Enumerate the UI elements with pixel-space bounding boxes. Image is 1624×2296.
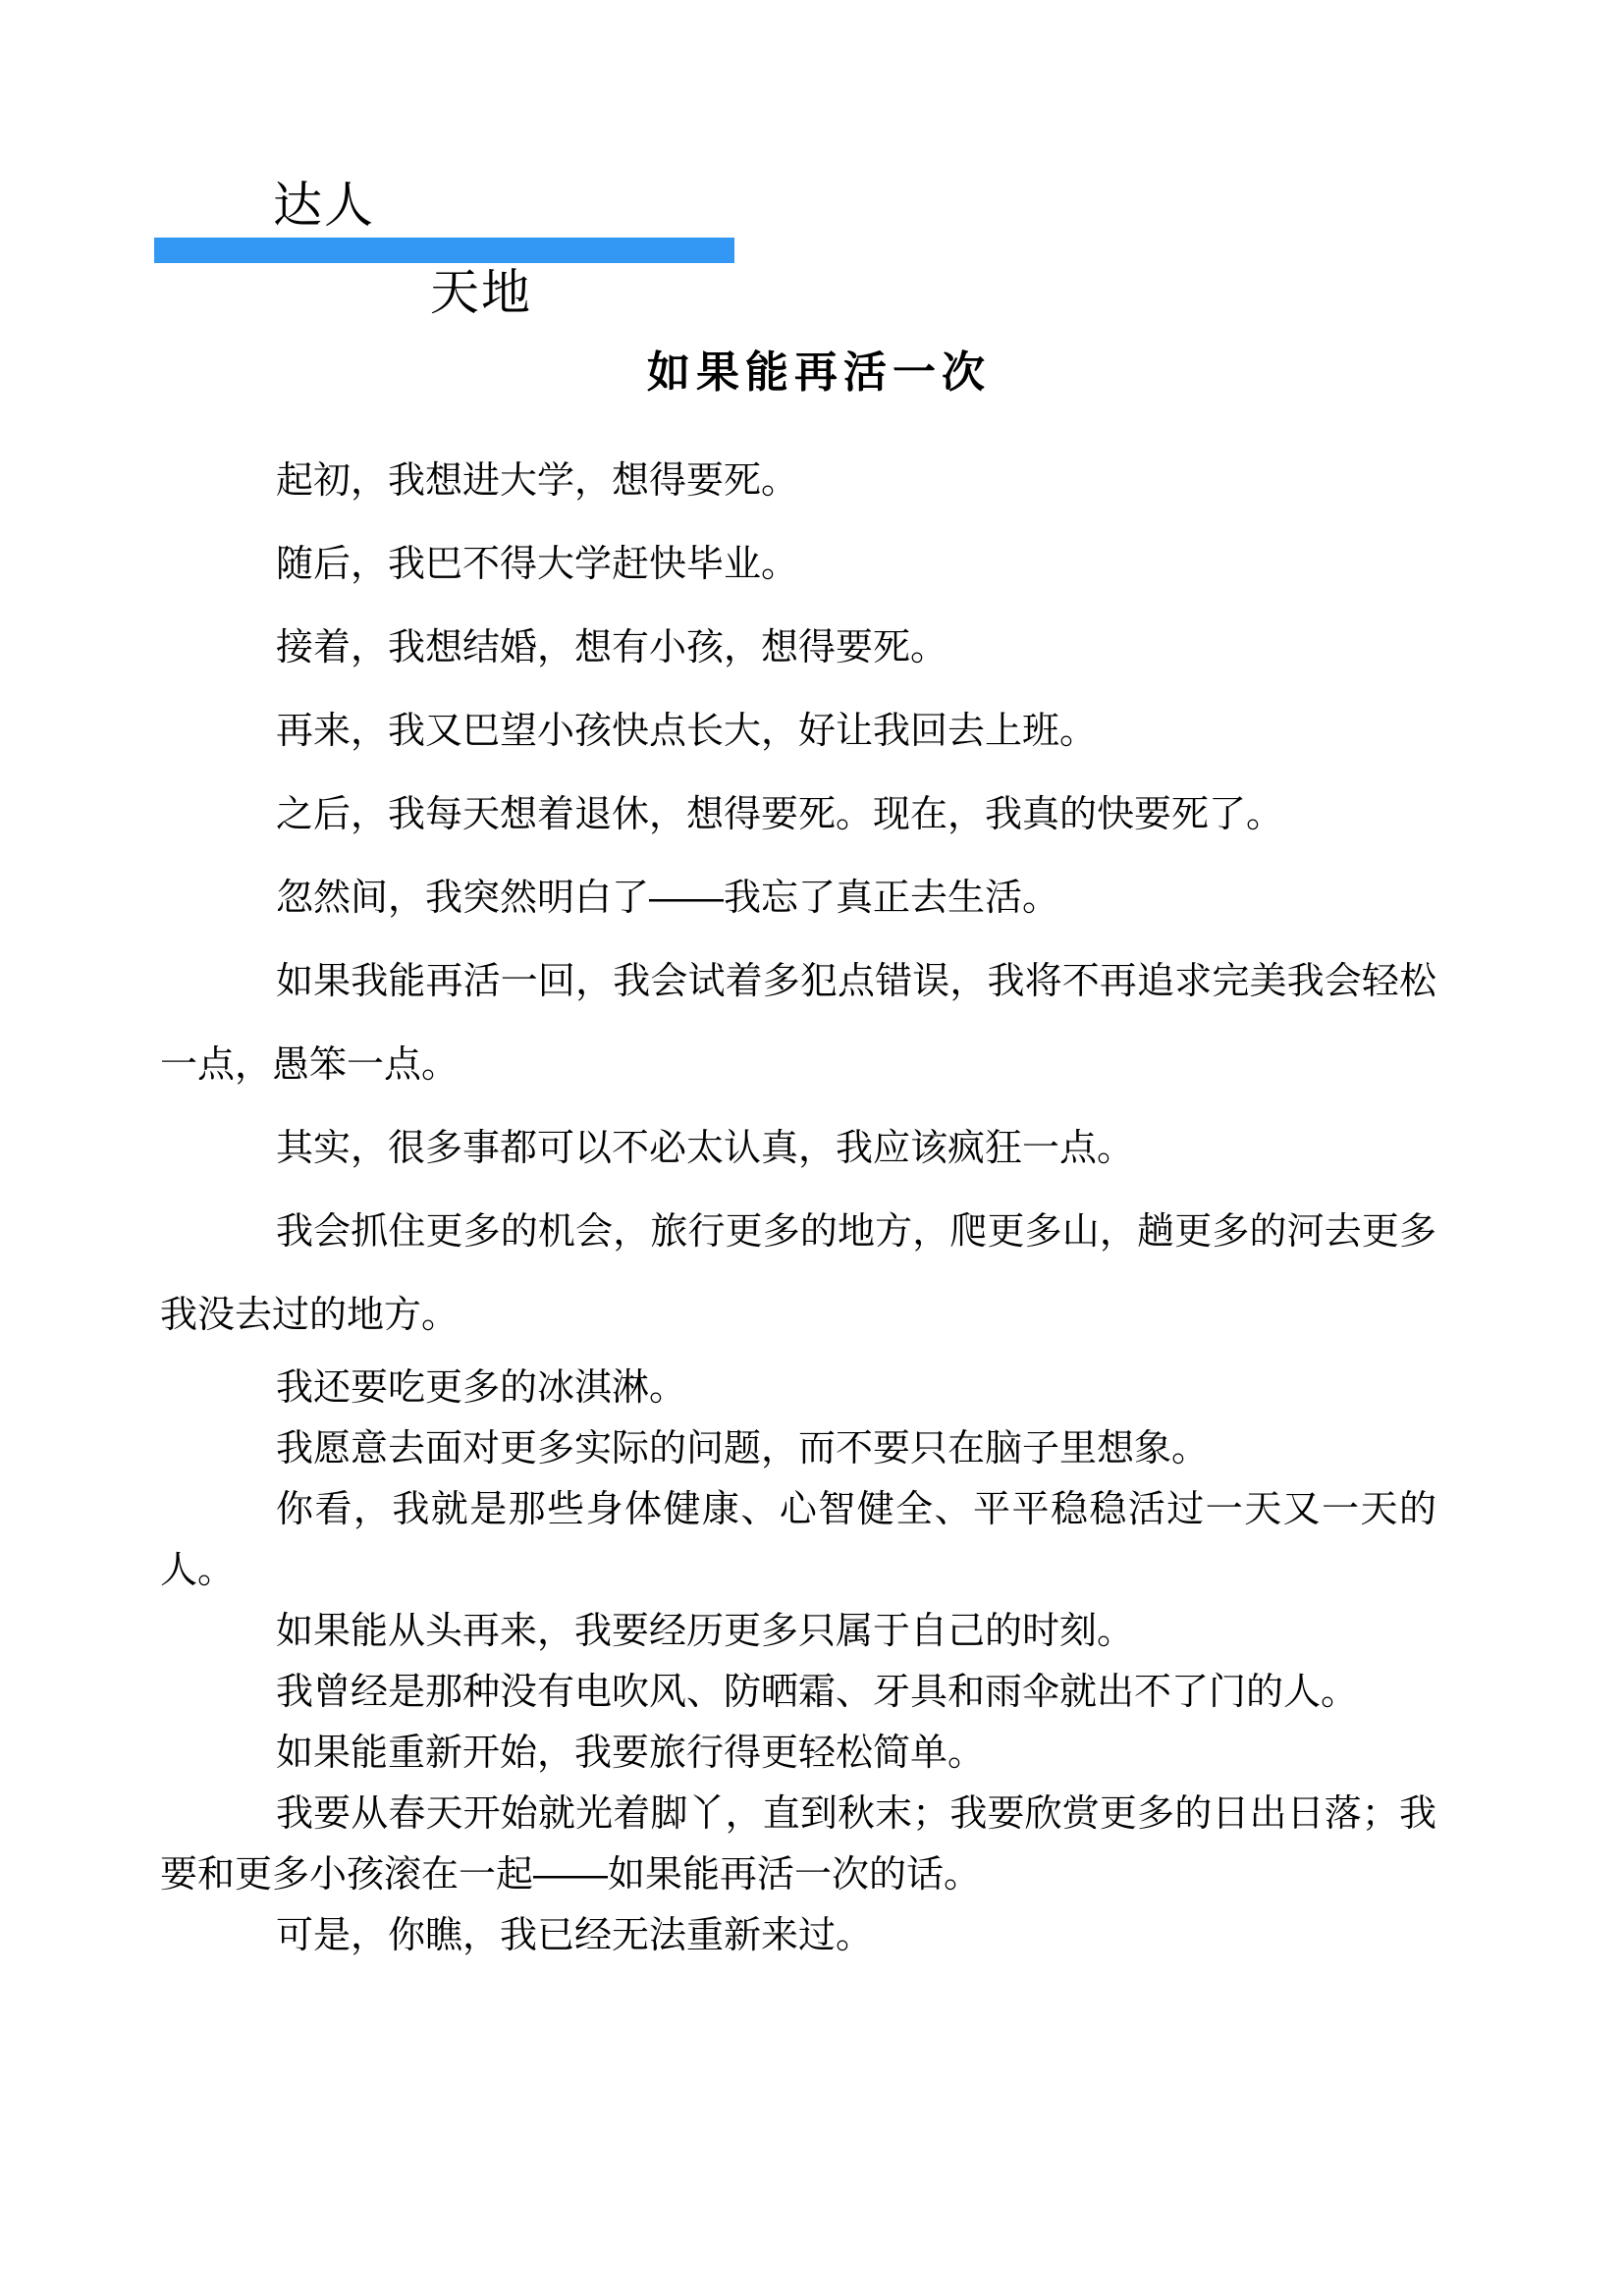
- paragraph: 如果我能再活一回，我会试着多犯点错误，我将不再追求完美我会轻松一点，愚笨一点。: [160, 961, 1436, 1086]
- paragraph: 忽然间，我突然明白了——我忘了真正去生活。: [276, 878, 1060, 919]
- paragraph: 接着，我想结婚，想有小孩，想得要死。: [276, 627, 948, 668]
- paragraph: 起初，我想进大学，想得要死。: [276, 460, 799, 502]
- paragraph: 我曾经是那种没有电吹风、防晒霜、牙具和雨伞就出不了门的人。: [276, 1672, 1359, 1713]
- article: [160, 347, 1478, 1966]
- paragraph: 再来，我又巴望小孩快点长大，好让我回去上班。: [276, 711, 1098, 752]
- article-title: 如果能再活一次: [647, 348, 991, 397]
- paragraph: 我要从春天开始就光着脚丫，直到秋末；我要欣赏更多的日出日落；我要和更多小孩滚在一起——如果能再活一次的话。: [160, 1793, 1436, 1896]
- paragraph: 我还要吃更多的冰淇淋。: [276, 1367, 687, 1409]
- article-body: [160, 440, 1436, 1966]
- paragraph: 其实，很多事都可以不必太认真，我应该疯狂一点。: [276, 1128, 1135, 1169]
- paragraph: 之后，我每天想着退休，想得要死。现在，我真的快要死了。: [276, 794, 1284, 835]
- paragraph: 我愿意去面对更多实际的问题，而不要只在脑子里想象。: [276, 1428, 1210, 1469]
- masthead-title-line2: 天地: [430, 265, 532, 320]
- paragraph: 如果能从头再来，我要经历更多只属于自己的时刻。: [276, 1611, 1135, 1652]
- paragraph: 可是，你瞧，我已经无法重新来过。: [276, 1915, 874, 1956]
- masthead-title-line1: 达人: [273, 178, 375, 233]
- masthead-divider-bar: [154, 238, 734, 263]
- paragraph: 如果能重新开始，我要旅行得更轻松简单。: [276, 1733, 986, 1774]
- paragraph: 随后，我巴不得大学赶快毕业。: [276, 544, 799, 585]
- paragraph: 你看，我就是那些身体健康、心智健全、平平稳稳活过一天又一天的人。: [160, 1489, 1436, 1591]
- paragraph: 我会抓住更多的机会，旅行更多的地方，爬更多山，趟更多的河去更多我没去过的地方。: [160, 1211, 1436, 1336]
